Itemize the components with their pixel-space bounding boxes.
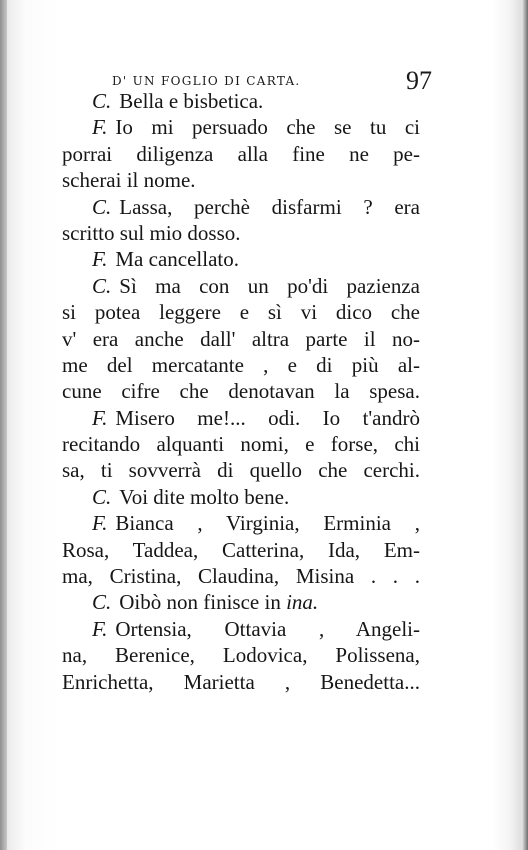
text-line [62,405,420,431]
line-text: Bianca , Virginia, Erminia , [115,511,420,536]
speaker-label: F. [92,247,108,272]
line-text: Bella e bisbetica. [119,89,264,113]
text-line [62,246,420,272]
text-line: porrai diligenza alla fine ne pe- [62,141,420,166]
speaker-label: F. [92,115,108,140]
dialogue-text [62,88,420,695]
line-text: Misero me!... odi. Io t'andrò [115,405,420,430]
text-line [62,589,420,615]
page-gutter-shadow [0,0,7,850]
line-text: Oibò non finisce in [119,590,281,615]
line-text: Voi dite molto bene. [119,484,290,509]
text-line: si potea leggere e sì vi dico che [62,300,420,325]
text-line: Rosa, Taddea, Catterina, Ida, Em- [62,537,420,562]
speaker-label: F. [92,405,108,430]
page-edge-shadow [523,0,528,850]
line-text: Lassa, perchè disfarmi ? era [119,194,420,219]
line-text: Ortensia, Ottavia , Angeli- [115,616,420,641]
line-text: Io mi persuado che se tu ci [115,115,420,140]
speaker-label: C. [92,89,112,113]
page-number: 97 [406,66,432,95]
text-line: recitando alquanti nomi, e forse, chi [62,432,420,457]
line-text: Sì ma con un po'di pazienza [119,273,420,298]
text-line: scherai il nome. [62,168,196,193]
speaker-label: F. [92,511,108,536]
text-line [62,484,420,510]
speaker-label: C. [92,484,112,509]
text-line: sa, ti sovverrà di quello che cerchi. [62,458,420,483]
text-line: me del mercatante , e di più al- [62,352,420,377]
text-line [62,114,420,140]
text-line [62,88,420,114]
speaker-label: C. [92,194,112,219]
text-line: na, Berenice, Lodovica, Polissena, [62,643,420,668]
text-line [62,510,420,536]
text-line: cune cifre che denotavan la spesa. [62,379,420,404]
speaker-label: C. [92,590,112,615]
speaker-label: C. [92,273,112,298]
running-head: D' UN FOGLIO DI CARTA. [112,74,301,88]
text-line: ma, Cristina, Claudina, Misina . . . [62,564,420,589]
text-line [62,616,420,642]
text-line [62,273,420,299]
line-text-italic: ina. [286,590,319,615]
text-line [62,194,420,220]
text-line: Enrichetta, Marietta , Benedetta... [62,669,420,694]
speaker-label: F. [92,616,108,641]
text-line: v' era anche dall' altra parte il no- [62,326,420,351]
line-text: Ma cancellato. [115,247,239,272]
text-line: scritto sul mio dosso. [62,220,241,245]
